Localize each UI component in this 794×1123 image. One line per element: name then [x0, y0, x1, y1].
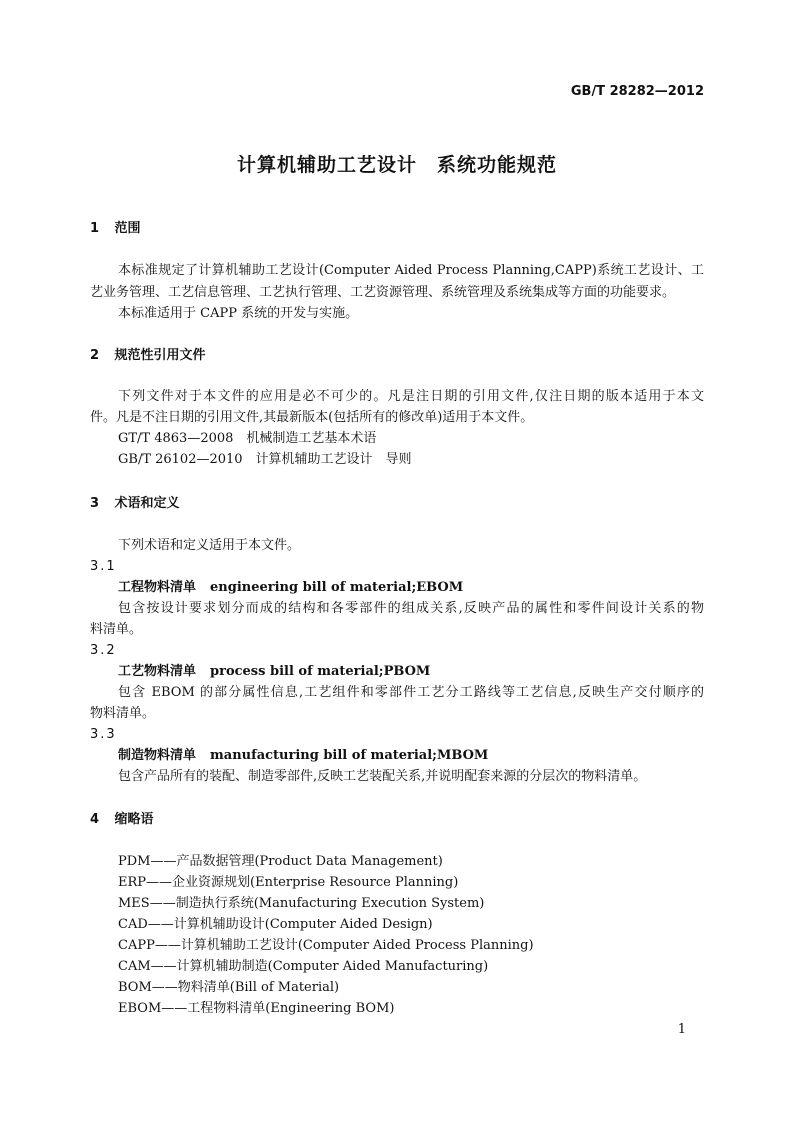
abbreviation-item: EBOM——工程物料清单(Engineering BOM): [118, 1001, 395, 1016]
term-entry: [118, 662, 430, 682]
definition-line: 包含 EBOM 的部分属性信息,工艺组件和零部件工艺分工路线等工艺信息,反映生产交付顺序的: [118, 685, 704, 700]
section-number: 1: [90, 221, 100, 236]
term-entry: [118, 578, 463, 598]
abbreviation-item: PDM——产品数据管理(Product Data Management): [118, 854, 443, 869]
definition-line: 物料清单。: [90, 706, 156, 721]
paragraph-line: 下列术语和定义适用于本文件。: [118, 538, 301, 553]
term-chinese: 制造物料清单: [118, 748, 197, 763]
section-title: 范围: [114, 221, 141, 236]
section-title: 术语和定义: [114, 496, 180, 511]
section-4-heading: [90, 810, 154, 830]
term-chinese: 工艺物料清单: [118, 664, 197, 679]
section-number: 4: [90, 812, 100, 827]
definition-line: 包含按设计要求划分而成的结构和各零部件的组成关系,反映产品的属性和零件间设计关系的物: [118, 601, 704, 616]
abbreviation-item: CAPP——计算机辅助工艺设计(Computer Aided Process Planning): [118, 938, 534, 953]
section-3-heading: [90, 494, 180, 514]
clause-number: 3.1: [90, 559, 117, 574]
paragraph-line: 下列文件对于本文件的应用是必不可少的。凡是注日期的引用文件,仅注日期的版本适用于本文: [118, 389, 704, 404]
paragraph-line: 件。凡是不注日期的引用文件,其最新版本(包括所有的修改单)适用于本文件。: [90, 410, 534, 425]
abbreviation-item: ERP——企业资源规划(Enterprise Resource Planning): [118, 875, 459, 890]
abbreviation-item: CAD——计算机辅助设计(Computer Aided Design): [118, 917, 433, 932]
section-title: 缩略语: [114, 812, 154, 827]
term-english: process bill of material;PBOM: [210, 664, 431, 679]
section-1-heading: [90, 219, 141, 239]
section-2-heading: [90, 346, 206, 366]
term-english: engineering bill of material;EBOM: [210, 580, 464, 595]
abbreviation-item: MES——制造执行系统(Manufacturing Execution System): [118, 896, 485, 911]
page-number: 1: [677, 1022, 686, 1037]
abbreviation-item: BOM——物料清单(Bill of Material): [118, 980, 340, 995]
normative-reference: GT/T 4863—2008 机械制造工艺基本术语: [118, 431, 377, 446]
paragraph-line: 本标准规定了计算机辅助工艺设计(Computer Aided Process Planning,CAPP)系统工艺设计、工: [118, 263, 704, 278]
paragraph-line: 本标准适用于 CAPP 系统的开发与实施。: [118, 306, 359, 321]
term-english: manufacturing bill of material;MBOM: [210, 748, 489, 763]
clause-number: 3.3: [90, 727, 117, 742]
abbreviation-item: CAM——计算机辅助制造(Computer Aided Manufacturing): [118, 959, 489, 974]
term-chinese: 工程物料清单: [118, 580, 197, 595]
definition-line: 包含产品所有的装配、制造零部件,反映工艺装配关系,并说明配套来源的分层次的物料清单。: [118, 769, 647, 784]
section-number: 3: [90, 496, 100, 511]
standard-number: GB/T 28282—2012: [570, 84, 704, 99]
clause-number: 3.2: [90, 643, 117, 658]
paragraph-line: 艺业务管理、工艺信息管理、工艺执行管理、工艺资源管理、系统管理及系统集成等方面的功能要求。: [90, 285, 676, 300]
document-title: 计算机辅助工艺设计 系统功能规范: [236, 154, 557, 176]
normative-reference: GB/T 26102—2010 计算机辅助工艺设计 导则: [118, 452, 412, 467]
definition-line: 料清单。: [90, 622, 143, 637]
section-number: 2: [90, 348, 100, 363]
term-entry: [118, 746, 488, 766]
section-title: 规范性引用文件: [114, 348, 206, 363]
